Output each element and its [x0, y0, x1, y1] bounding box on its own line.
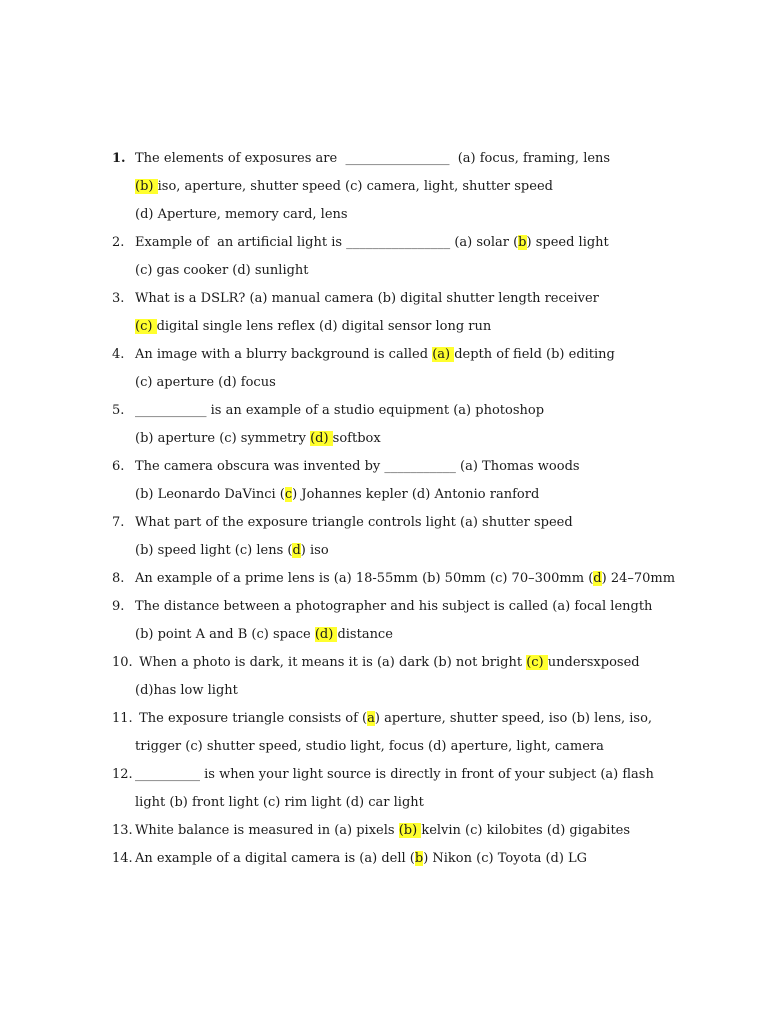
question-text: White balance is measured in (a) pixels [135, 823, 399, 838]
question-text: (b) Leonardo DaVinci ( [135, 487, 285, 502]
question-text: (c) gas cooker (d) sunlight [135, 263, 309, 278]
highlighted-answer: (c) [526, 655, 548, 670]
question-text: digital single lens reflex (d) digital sensor long run [156, 319, 492, 334]
highlighted-answer: (c) [135, 319, 157, 334]
question-number: 12. [112, 767, 133, 782]
question-item [112, 649, 752, 705]
question-item [112, 593, 752, 649]
question-text-line [135, 173, 752, 201]
question-text-line [135, 201, 752, 229]
question-text-line [135, 761, 752, 789]
question-text-line [135, 145, 752, 173]
question-text-line [135, 817, 752, 845]
highlighted-answer: b [414, 851, 424, 866]
question-number: 9. [112, 599, 125, 614]
question-number: 4. [112, 347, 125, 362]
question-text: An image with a blurry background is called [135, 347, 433, 362]
question-text-line [135, 845, 752, 873]
question-text: The camera obscura was invented by ___________ (a) Thomas woods [135, 459, 580, 474]
question-text-line [135, 313, 752, 341]
question-text: The exposure triangle consists of ( [135, 711, 368, 726]
highlighted-answer: (b) [398, 823, 422, 838]
question-number: 3. [112, 291, 125, 306]
question-text: An example of a digital camera is (a) dell ( [135, 851, 415, 866]
question-text: (d) Aperture, memory card, lens [135, 207, 348, 222]
question-text-line [135, 453, 752, 481]
question-number: 10. [112, 655, 133, 670]
question-item [112, 229, 752, 285]
question-item [112, 817, 752, 845]
question-list [112, 145, 752, 873]
question-text: An example of a prime lens is (a) 18-55mm (b) 50mm (c) 70–300mm ( [135, 571, 594, 586]
question-text: What is a DSLR? (a) manual camera (b) digital shutter length receiver [135, 291, 599, 306]
question-text-line [135, 621, 752, 649]
highlighted-answer: c [284, 487, 293, 502]
question-text-line [135, 649, 752, 677]
question-text-line [135, 565, 752, 593]
highlighted-answer: (d) [314, 627, 338, 642]
question-text: (b) point A and B (c) space [135, 627, 315, 642]
question-text: iso, aperture, shutter speed (c) camera, light, shutter speed [157, 179, 553, 194]
question-text-line [135, 677, 752, 705]
question-item [112, 845, 752, 873]
question-item [112, 145, 752, 229]
question-text-line [135, 789, 752, 817]
question-text: The elements of exposures are ________________ (a) focus, framing, lens [135, 151, 611, 166]
question-text: __________ is when your light source is directly in front of your subject (a) flash [135, 767, 654, 782]
highlighted-answer: a [367, 711, 375, 726]
question-text-line [135, 425, 752, 453]
question-text-line [135, 285, 752, 313]
highlighted-answer: d [292, 543, 301, 558]
highlighted-answer: (b) [135, 179, 158, 194]
question-item [112, 341, 752, 397]
question-text: distance [337, 627, 393, 642]
question-number: 1. [112, 151, 126, 166]
question-text-line [135, 509, 752, 537]
question-text: ) Nikon (c) Toyota (d) LG [423, 851, 588, 866]
question-item [112, 509, 752, 565]
question-number: 13. [112, 823, 133, 838]
question-text: ) 24–70mm [601, 571, 676, 586]
question-text: softbox [332, 431, 381, 446]
question-text: undersxposed [547, 655, 640, 670]
question-text-line [135, 481, 752, 509]
question-text: depth of field (b) editing [454, 347, 615, 362]
question-text: Example of an artificial light is ________________ (a) solar ( [135, 235, 519, 250]
question-text-line [135, 537, 752, 565]
question-number: 5. [112, 403, 125, 418]
question-text: ) Johannes kepler (d) Antonio ranford [292, 487, 540, 502]
question-text: light (b) front light (c) rim light (d) car light [135, 795, 424, 810]
question-item [112, 565, 752, 593]
question-text: The distance between a photographer and his subject is called (a) focal length [135, 599, 653, 614]
question-item [112, 397, 752, 453]
question-text: (c) aperture (d) focus [135, 375, 276, 390]
highlighted-answer: (d) [310, 431, 333, 446]
question-number: 8. [112, 571, 125, 586]
highlighted-answer: d [593, 571, 602, 586]
question-text-line [135, 257, 752, 285]
question-text: (b) aperture (c) symmetry [135, 431, 311, 446]
question-text: kelvin (c) kilobites (d) gigabites [421, 823, 631, 838]
question-text: When a photo is dark, it means it is (a) dark (b) not bright [135, 655, 527, 670]
question-text-line [135, 229, 752, 257]
question-text: ) iso [300, 543, 329, 558]
question-number: 6. [112, 459, 125, 474]
question-text: (b) speed light (c) lens ( [135, 543, 293, 558]
question-text: ___________ is an example of a studio equipment (a) photoshop [135, 403, 545, 418]
question-text-line [135, 341, 752, 369]
question-text: ) aperture, shutter speed, iso (b) lens, iso, [374, 711, 653, 726]
question-text: ) speed light [526, 235, 609, 250]
question-item [112, 761, 752, 817]
question-text-line [135, 593, 752, 621]
question-number: 7. [112, 515, 125, 530]
highlighted-answer: (a) [432, 347, 455, 362]
question-number: 2. [112, 235, 125, 250]
question-text-line [135, 733, 752, 761]
question-text: trigger (c) shutter speed, studio light, focus (d) aperture, light, camera [135, 739, 604, 754]
question-text-line [135, 397, 752, 425]
question-item [112, 705, 752, 761]
question-text: What part of the exposure triangle controls light (a) shutter speed [135, 515, 573, 530]
question-text: (d)has low light [135, 683, 238, 698]
question-text-line [135, 369, 752, 397]
question-item [112, 285, 752, 341]
highlighted-answer: b [518, 235, 527, 250]
question-number: 11. [112, 711, 133, 726]
question-item [112, 453, 752, 509]
question-number: 14. [112, 851, 133, 866]
question-text-line [135, 705, 752, 733]
